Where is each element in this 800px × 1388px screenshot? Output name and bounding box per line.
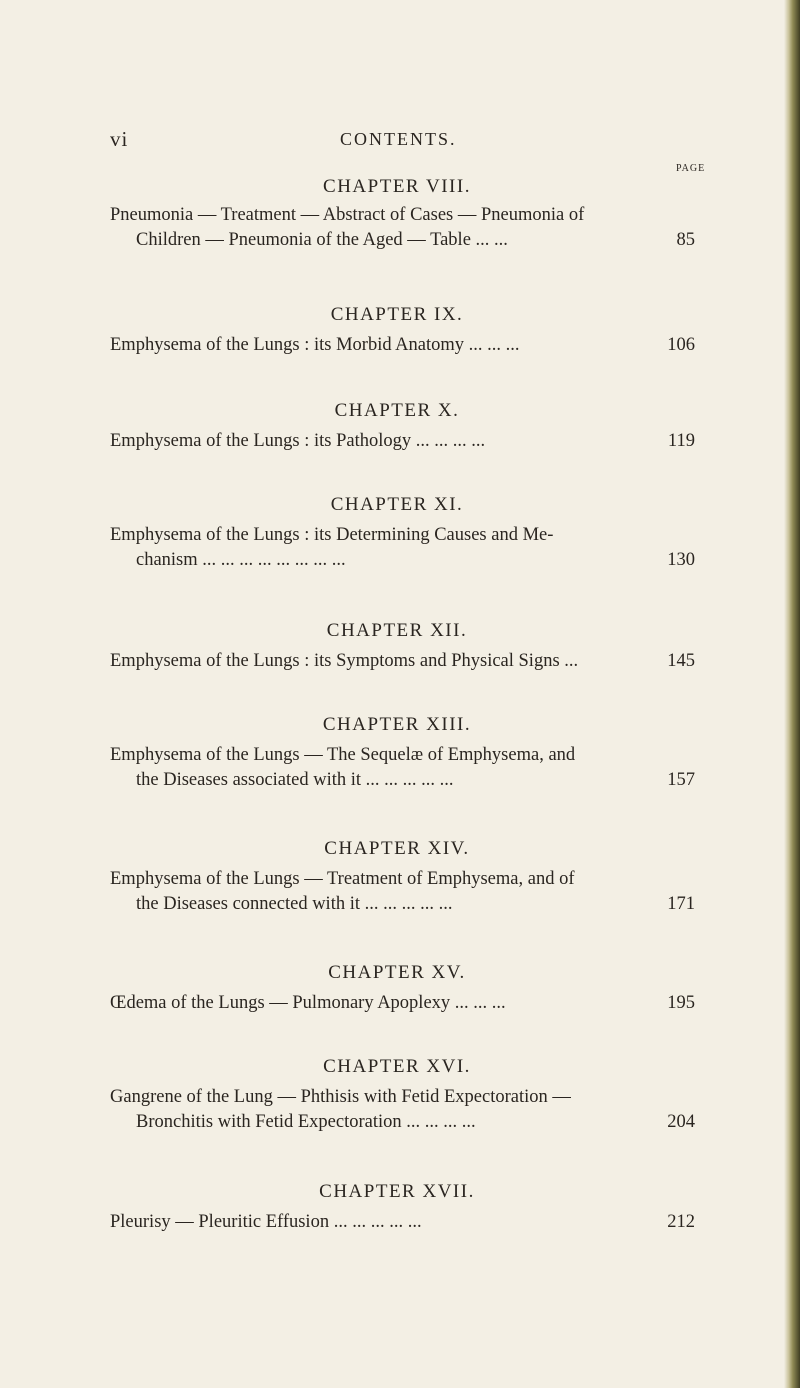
entry-line: Bronchitis with Fetid Expectoration ... ... ... ... xyxy=(136,1112,476,1132)
page-number: vi xyxy=(110,127,129,151)
running-head: CONTENTS. xyxy=(340,129,457,149)
entry-line: the Diseases connected with it ... ... ... ... ... xyxy=(136,894,453,914)
page-header xyxy=(0,127,784,157)
page-ref: 212 xyxy=(667,1212,695,1232)
entry-line: Gangrene of the Lung — Phthisis with Fetid Expectoration — xyxy=(110,1087,571,1107)
chapter-title: CHAPTER XIII. xyxy=(322,714,472,735)
entry-line: chanism ... ... ... ... ... ... ... ... xyxy=(136,550,346,570)
page-ref: 157 xyxy=(667,770,695,790)
entry-line: Emphysema of the Lungs : its Determining Causes and Me- xyxy=(110,525,554,545)
chapter-title: CHAPTER XI. xyxy=(330,494,464,515)
page-column-label: PAGE xyxy=(676,163,706,174)
chapter-title: CHAPTER XIV. xyxy=(324,838,470,859)
chapter-title: CHAPTER VIII. xyxy=(323,176,471,197)
entry-line: Emphysema of the Lungs — Treatment of Emphysema, and of xyxy=(110,869,575,889)
entry-line: the Diseases associated with it ... ... ... ... ... xyxy=(136,770,454,790)
page-edge xyxy=(784,0,800,1388)
page-ref: 106 xyxy=(667,335,695,355)
entry-line: Pneumonia — Treatment — Abstract of Cases — Pneumonia of xyxy=(110,205,585,225)
page-ref: 195 xyxy=(667,993,695,1013)
chapter-title: CHAPTER XII. xyxy=(326,620,468,641)
entry-line: Emphysema of the Lungs : its Morbid Anatomy ... ... ... xyxy=(110,335,520,355)
entry-line: Emphysema of the Lungs : its Symptoms and Physical Signs ... xyxy=(110,651,579,671)
entry-line: Children — Pneumonia of the Aged — Table ... ... xyxy=(136,230,508,250)
page-ref: 145 xyxy=(667,651,695,671)
chapter-title: CHAPTER X. xyxy=(334,400,460,421)
page-ref: 119 xyxy=(667,431,695,451)
page-ref: 204 xyxy=(667,1112,695,1132)
entry-line: Œdema of the Lungs — Pulmonary Apoplexy ... ... ... xyxy=(110,993,506,1013)
chapter-title: CHAPTER XVII. xyxy=(319,1181,475,1202)
chapter-title: CHAPTER IX. xyxy=(330,304,464,325)
page-ref: 85 xyxy=(676,230,695,250)
chapter-title: CHAPTER XVI. xyxy=(323,1056,471,1077)
entry-line: Pleurisy — Pleuritic Effusion ... ... ... ... ... xyxy=(110,1212,422,1232)
page-ref: 171 xyxy=(667,894,695,914)
chapter-title: CHAPTER XV. xyxy=(328,962,466,983)
entry-line: Emphysema of the Lungs : its Pathology ... ... ... ... xyxy=(110,431,486,451)
entry-line: Emphysema of the Lungs — The Sequelæ of Emphysema, and xyxy=(110,745,576,765)
page-ref: 130 xyxy=(667,550,695,570)
